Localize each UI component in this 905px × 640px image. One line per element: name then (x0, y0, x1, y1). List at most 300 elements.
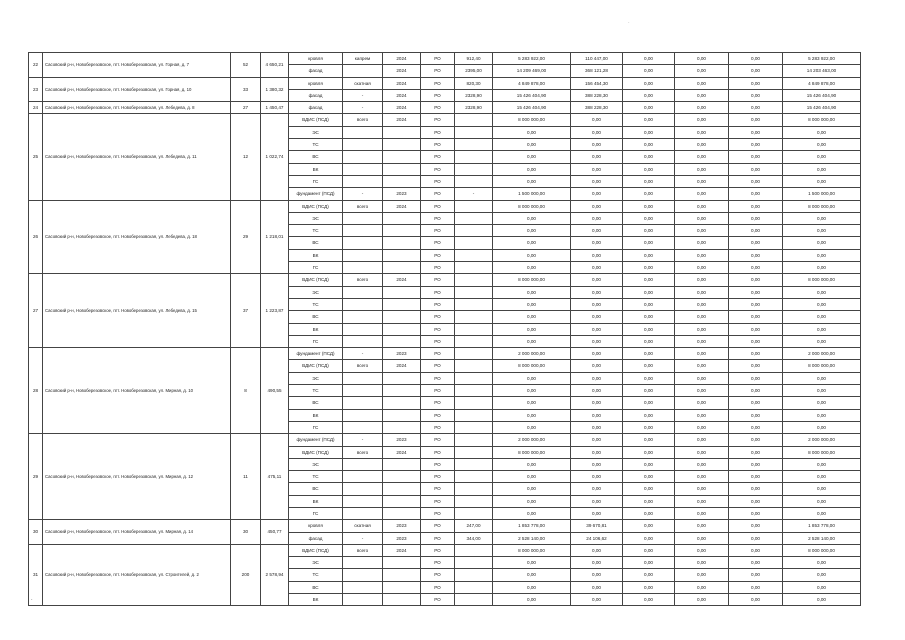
cost-a-cell: 388 228,30 (571, 89, 623, 101)
cost-a-cell: 0,00 (571, 569, 623, 581)
cost-cell: 2 000 000,00 (493, 434, 571, 446)
total-cell: 0,00 (783, 249, 861, 261)
table-row (29, 53, 861, 65)
cost-c-cell: 0,00 (675, 139, 729, 151)
cost-a-cell: 0,00 (571, 212, 623, 224)
source-cell: РО (421, 102, 455, 114)
floors-cell: 27 (231, 102, 261, 114)
quantity-cell (455, 360, 493, 372)
cost-d-cell: 0,00 (729, 65, 783, 77)
quantity-cell (455, 200, 493, 212)
source-cell: РО (421, 434, 455, 446)
cost-cell: 8 000 000,00 (493, 544, 571, 556)
cost-d-cell: 0,00 (729, 495, 783, 507)
cost-c-cell: 0,00 (675, 298, 729, 310)
total-cell: 8 000 000,00 (783, 446, 861, 458)
cost-c-cell: 0,00 (675, 77, 729, 89)
year-cell (383, 237, 421, 249)
cost-a-cell: 0,00 (571, 544, 623, 556)
quantity-cell (455, 175, 493, 187)
total-cell: 0,00 (783, 151, 861, 163)
source-cell: РО (421, 188, 455, 200)
cost-cell: 0,00 (493, 249, 571, 261)
year-cell: 2023 (383, 434, 421, 446)
cost-d-cell: 0,00 (729, 594, 783, 606)
year-cell (383, 458, 421, 470)
floors-cell: 29 (231, 200, 261, 274)
cost-b-cell: 0,00 (623, 446, 675, 458)
source-cell: РО (421, 471, 455, 483)
work-subtype-cell (343, 421, 383, 433)
cost-d-cell: 0,00 (729, 483, 783, 495)
year-cell (383, 286, 421, 298)
total-cell: 0,00 (783, 471, 861, 483)
cost-cell: 0,00 (493, 286, 571, 298)
work-type-cell: ВДИС (ПСД) (289, 274, 343, 286)
work-type-cell: ЭС (289, 286, 343, 298)
quantity-cell (455, 139, 493, 151)
work-type-cell: ТС (289, 569, 343, 581)
work-subtype-cell (343, 163, 383, 175)
quantity-cell: 2328,90 (455, 102, 493, 114)
cost-a-cell: 0,00 (571, 262, 623, 274)
row-number-cell: 30 (29, 520, 43, 545)
year-cell (383, 372, 421, 384)
work-type-cell: ЭС (289, 212, 343, 224)
year-cell (383, 139, 421, 151)
area-cell: 1 450,47 (261, 102, 289, 114)
work-type-cell: фундамент (ПСД) (289, 434, 343, 446)
cost-cell: 0,00 (493, 262, 571, 274)
total-cell: 0,00 (783, 421, 861, 433)
cost-c-cell: 0,00 (675, 274, 729, 286)
cost-cell: 8 000 000,00 (493, 360, 571, 372)
quantity-cell (455, 225, 493, 237)
total-cell: 0,00 (783, 163, 861, 175)
cost-b-cell: 0,00 (623, 335, 675, 347)
cost-a-cell: 0,00 (571, 335, 623, 347)
year-cell (383, 151, 421, 163)
cost-d-cell: 0,00 (729, 175, 783, 187)
cost-b-cell: 0,00 (623, 188, 675, 200)
floors-cell: 200 (231, 544, 261, 605)
year-cell (383, 212, 421, 224)
quantity-cell: 2328,90 (455, 89, 493, 101)
cost-cell: 0,00 (493, 581, 571, 593)
table-row (29, 200, 861, 212)
work-subtype-cell (343, 495, 383, 507)
cost-d-cell: 0,00 (729, 544, 783, 556)
work-subtype-cell (343, 212, 383, 224)
year-cell (383, 409, 421, 421)
quantity-cell (455, 323, 493, 335)
cost-d-cell: 0,00 (729, 372, 783, 384)
year-cell (383, 175, 421, 187)
year-cell: 2024 (383, 114, 421, 126)
year-cell: 2024 (383, 65, 421, 77)
table-body (29, 53, 861, 606)
cost-c-cell: 0,00 (675, 581, 729, 593)
document-sheet (28, 52, 860, 606)
quantity-cell: 912,40 (455, 53, 493, 65)
year-cell (383, 581, 421, 593)
quantity-cell (455, 151, 493, 163)
quantity-cell (455, 409, 493, 421)
source-cell: РО (421, 274, 455, 286)
cost-c-cell: 0,00 (675, 385, 729, 397)
cost-a-cell: 0,00 (571, 409, 623, 421)
source-cell: РО (421, 397, 455, 409)
cost-a-cell: 110 447,00 (571, 53, 623, 65)
source-cell: РО (421, 311, 455, 323)
total-cell: 2 528 140,00 (783, 532, 861, 544)
work-subtype-cell (343, 372, 383, 384)
work-type-cell: ТС (289, 471, 343, 483)
year-cell (383, 163, 421, 175)
cost-a-cell: 0,00 (571, 188, 623, 200)
total-cell: 0,00 (783, 323, 861, 335)
cost-cell: 0,00 (493, 372, 571, 384)
cost-a-cell: 368 121,28 (571, 65, 623, 77)
work-type-cell: ВК (289, 163, 343, 175)
quantity-cell (455, 274, 493, 286)
cost-a-cell: 388 228,30 (571, 102, 623, 114)
cost-cell: 0,00 (493, 237, 571, 249)
year-cell (383, 495, 421, 507)
floors-cell: 12 (231, 114, 261, 200)
cost-cell: 0,00 (493, 409, 571, 421)
cost-c-cell: 0,00 (675, 348, 729, 360)
total-cell: 0,00 (783, 372, 861, 384)
source-cell: РО (421, 495, 455, 507)
total-cell: 0,00 (783, 262, 861, 274)
cost-c-cell: 0,00 (675, 163, 729, 175)
quantity-cell: 820,30 (455, 77, 493, 89)
source-cell: РО (421, 581, 455, 593)
work-subtype-cell (343, 323, 383, 335)
total-cell: 0,00 (783, 557, 861, 569)
work-type-cell: ЭС (289, 372, 343, 384)
total-cell: 0,00 (783, 286, 861, 298)
cost-c-cell: 0,00 (675, 249, 729, 261)
cost-cell: 8 000 000,00 (493, 114, 571, 126)
total-cell: 0,00 (783, 126, 861, 138)
total-cell: 14 203 463,00 (783, 65, 861, 77)
row-number-cell: 27 (29, 274, 43, 348)
work-type-cell: ВС (289, 237, 343, 249)
row-number-cell: 28 (29, 348, 43, 434)
cost-a-cell: 0,00 (571, 557, 623, 569)
total-cell: 8 000 000,00 (783, 274, 861, 286)
area-cell: 1 380,32 (261, 77, 289, 102)
cost-d-cell: 0,00 (729, 102, 783, 114)
cost-c-cell: 0,00 (675, 520, 729, 532)
source-cell: РО (421, 65, 455, 77)
cost-b-cell: 0,00 (623, 594, 675, 606)
work-type-cell: ВК (289, 409, 343, 421)
cost-a-cell: 39 670,81 (571, 520, 623, 532)
address-cell: Сасовский р-н, Новоберезовское, пгт. Новоберезовская, ул. Мирная, д. 12 (43, 434, 231, 520)
source-cell: РО (421, 446, 455, 458)
work-type-cell: ВК (289, 495, 343, 507)
cost-c-cell: 0,00 (675, 594, 729, 606)
cost-d-cell: 0,00 (729, 139, 783, 151)
source-cell: РО (421, 323, 455, 335)
work-type-cell: ВС (289, 483, 343, 495)
quantity-cell (455, 557, 493, 569)
cost-b-cell: 0,00 (623, 544, 675, 556)
row-number-cell: 29 (29, 434, 43, 520)
total-cell: 2 000 000,00 (783, 348, 861, 360)
cost-d-cell: 0,00 (729, 458, 783, 470)
cost-c-cell: 0,00 (675, 434, 729, 446)
total-cell: 5 283 922,00 (783, 53, 861, 65)
address-cell: Сасовский р-н, Новоберезовское, пгт. Новоберезовская, ул. Лебедева, д. 15 (43, 274, 231, 348)
source-cell: РО (421, 237, 455, 249)
cost-b-cell: 0,00 (623, 65, 675, 77)
table-row (29, 544, 861, 556)
source-cell: РО (421, 139, 455, 151)
cost-a-cell: 0,00 (571, 249, 623, 261)
cost-b-cell: 0,00 (623, 274, 675, 286)
quantity-cell (455, 544, 493, 556)
work-type-cell: фасад (289, 532, 343, 544)
work-type-cell: ГС (289, 262, 343, 274)
quantity-cell (455, 237, 493, 249)
cost-b-cell: 0,00 (623, 360, 675, 372)
cost-c-cell: 0,00 (675, 126, 729, 138)
year-cell (383, 335, 421, 347)
cost-d-cell: 0,00 (729, 274, 783, 286)
address-cell: Сасовский р-н, Новоберезовское, пгт. Новоберезовская, ул. Горная, д. 7 (43, 53, 231, 78)
cost-cell: 1 500 000,00 (493, 188, 571, 200)
cost-cell: 8 000 000,00 (493, 446, 571, 458)
cost-d-cell: 0,00 (729, 188, 783, 200)
cost-d-cell: 0,00 (729, 360, 783, 372)
quantity-cell (455, 311, 493, 323)
quantity-cell (455, 372, 493, 384)
cost-c-cell: 0,00 (675, 335, 729, 347)
work-subtype-cell: - (343, 188, 383, 200)
cost-b-cell: 0,00 (623, 532, 675, 544)
area-cell: 1 022,74 (261, 114, 289, 200)
cost-d-cell: 0,00 (729, 581, 783, 593)
cost-b-cell: 0,00 (623, 507, 675, 519)
year-cell (383, 507, 421, 519)
row-number-cell: 25 (29, 114, 43, 200)
table-row (29, 77, 861, 89)
cost-d-cell: 0,00 (729, 335, 783, 347)
work-type-cell: фундамент (ПСД) (289, 188, 343, 200)
year-cell (383, 262, 421, 274)
source-cell: РО (421, 360, 455, 372)
year-cell: 2024 (383, 200, 421, 212)
work-subtype-cell (343, 581, 383, 593)
cost-cell: 4 849 878,00 (493, 77, 571, 89)
work-subtype-cell: капрем (343, 53, 383, 65)
table-row (29, 434, 861, 446)
cost-c-cell: 0,00 (675, 65, 729, 77)
quantity-cell (455, 114, 493, 126)
floors-cell: 37 (231, 274, 261, 348)
cost-d-cell: 0,00 (729, 114, 783, 126)
cost-a-cell: 0,00 (571, 225, 623, 237)
cost-d-cell: 0,00 (729, 225, 783, 237)
quantity-cell (455, 507, 493, 519)
work-type-cell: фасад (289, 102, 343, 114)
address-cell: Сасовский р-н, Новоберезовское, пгт. Новоберезовская, ул. Строителей, д. 2 (43, 544, 231, 605)
cost-cell: 0,00 (493, 471, 571, 483)
table-row (29, 102, 861, 114)
floors-cell: 8 (231, 348, 261, 434)
row-number-cell: 26 (29, 200, 43, 274)
cost-a-cell: 0,00 (571, 483, 623, 495)
cost-a-cell: 0,00 (571, 385, 623, 397)
total-cell: 4 849 878,00 (783, 77, 861, 89)
work-type-cell: фундамент (ПСД) (289, 348, 343, 360)
address-cell: Сасовский р-н, Новоберезовское, пгт. Новоберезовская, ул. Мирная, д. 14 (43, 520, 231, 545)
cost-cell: 0,00 (493, 421, 571, 433)
quantity-cell (455, 335, 493, 347)
work-subtype-cell (343, 569, 383, 581)
work-type-cell: ВС (289, 397, 343, 409)
work-type-cell: ВК (289, 249, 343, 261)
cost-cell: 0,00 (493, 483, 571, 495)
cost-b-cell: 0,00 (623, 212, 675, 224)
quantity-cell (455, 458, 493, 470)
cost-b-cell: 0,00 (623, 557, 675, 569)
area-cell: 450,77 (261, 520, 289, 545)
row-number-cell: 22 (29, 53, 43, 78)
work-type-cell: кровля (289, 77, 343, 89)
work-subtype-cell (343, 65, 383, 77)
year-cell (383, 385, 421, 397)
work-type-cell: ТС (289, 139, 343, 151)
address-cell: Сасовский р-н, Новоберезовское, пгт. Новоберезовская, ул. Лебедева, д. 18 (43, 200, 231, 274)
cost-b-cell: 0,00 (623, 434, 675, 446)
total-cell: 0,00 (783, 458, 861, 470)
cost-d-cell: 0,00 (729, 311, 783, 323)
work-subtype-cell (343, 311, 383, 323)
repair-program-table (28, 52, 861, 606)
cost-d-cell: 0,00 (729, 520, 783, 532)
total-cell: 2 000 000,00 (783, 434, 861, 446)
work-type-cell: ТС (289, 298, 343, 310)
cost-d-cell: 0,00 (729, 237, 783, 249)
total-cell: 0,00 (783, 483, 861, 495)
year-cell: 2023 (383, 188, 421, 200)
cost-a-cell: 0,00 (571, 434, 623, 446)
area-cell: 2 578,94 (261, 544, 289, 605)
year-cell (383, 471, 421, 483)
total-cell: 1 853 778,00 (783, 520, 861, 532)
quantity-cell (455, 385, 493, 397)
work-subtype-cell: всего (343, 274, 383, 286)
cost-a-cell: 0,00 (571, 397, 623, 409)
cost-d-cell: 0,00 (729, 163, 783, 175)
cost-d-cell: 0,00 (729, 53, 783, 65)
cost-b-cell: 0,00 (623, 372, 675, 384)
cost-d-cell: 0,00 (729, 446, 783, 458)
cost-c-cell: 0,00 (675, 151, 729, 163)
quantity-cell: 2395,00 (455, 65, 493, 77)
work-subtype-cell (343, 151, 383, 163)
work-type-cell: ЭС (289, 458, 343, 470)
cost-cell: 0,00 (493, 594, 571, 606)
year-cell: 2024 (383, 274, 421, 286)
source-cell: РО (421, 286, 455, 298)
cost-cell: 0,00 (493, 139, 571, 151)
work-subtype-cell: - (343, 434, 383, 446)
year-cell (383, 421, 421, 433)
source-cell: РО (421, 569, 455, 581)
work-type-cell: ТС (289, 385, 343, 397)
source-cell: РО (421, 594, 455, 606)
total-cell: 0,00 (783, 237, 861, 249)
area-cell: 1 223,87 (261, 274, 289, 348)
cost-c-cell: 0,00 (675, 483, 729, 495)
cost-b-cell: 0,00 (623, 311, 675, 323)
work-subtype-cell: - (343, 348, 383, 360)
source-cell: РО (421, 163, 455, 175)
table-row (29, 114, 861, 126)
year-cell (383, 225, 421, 237)
cost-a-cell: 0,00 (571, 163, 623, 175)
cost-b-cell: 0,00 (623, 520, 675, 532)
area-cell: 475,11 (261, 434, 289, 520)
table-row (29, 274, 861, 286)
cost-d-cell: 0,00 (729, 348, 783, 360)
work-subtype-cell (343, 126, 383, 138)
row-number-cell: 31 (29, 544, 43, 605)
margin-mark: · (31, 597, 33, 603)
floors-cell: 33 (231, 77, 261, 102)
cost-b-cell: 0,00 (623, 237, 675, 249)
cost-d-cell: 0,00 (729, 421, 783, 433)
cost-cell: 15 426 404,90 (493, 102, 571, 114)
cost-b-cell: 0,00 (623, 262, 675, 274)
cost-c-cell: 0,00 (675, 114, 729, 126)
year-cell: 2024 (383, 53, 421, 65)
cost-d-cell: 0,00 (729, 409, 783, 421)
work-type-cell: ЭС (289, 557, 343, 569)
total-cell: 8 000 000,00 (783, 114, 861, 126)
work-subtype-cell: всего (343, 114, 383, 126)
area-cell: 1 218,01 (261, 200, 289, 274)
cost-a-cell: 0,00 (571, 581, 623, 593)
cost-a-cell: 24 106,62 (571, 532, 623, 544)
work-subtype-cell (343, 397, 383, 409)
source-cell: РО (421, 385, 455, 397)
cost-a-cell: 0,00 (571, 323, 623, 335)
cost-d-cell: 0,00 (729, 200, 783, 212)
work-subtype-cell (343, 225, 383, 237)
work-subtype-cell: всего (343, 200, 383, 212)
quantity-cell (455, 495, 493, 507)
cost-cell: 0,00 (493, 298, 571, 310)
year-cell: 2024 (383, 102, 421, 114)
cost-cell: 0,00 (493, 311, 571, 323)
quantity-cell (455, 348, 493, 360)
year-cell: 2023 (383, 348, 421, 360)
cost-d-cell: 0,00 (729, 434, 783, 446)
total-cell: 0,00 (783, 397, 861, 409)
cost-b-cell: 0,00 (623, 569, 675, 581)
cost-a-cell: 0,00 (571, 114, 623, 126)
cost-cell: 0,00 (493, 335, 571, 347)
cost-cell: 14 209 469,00 (493, 65, 571, 77)
cost-b-cell: 0,00 (623, 471, 675, 483)
